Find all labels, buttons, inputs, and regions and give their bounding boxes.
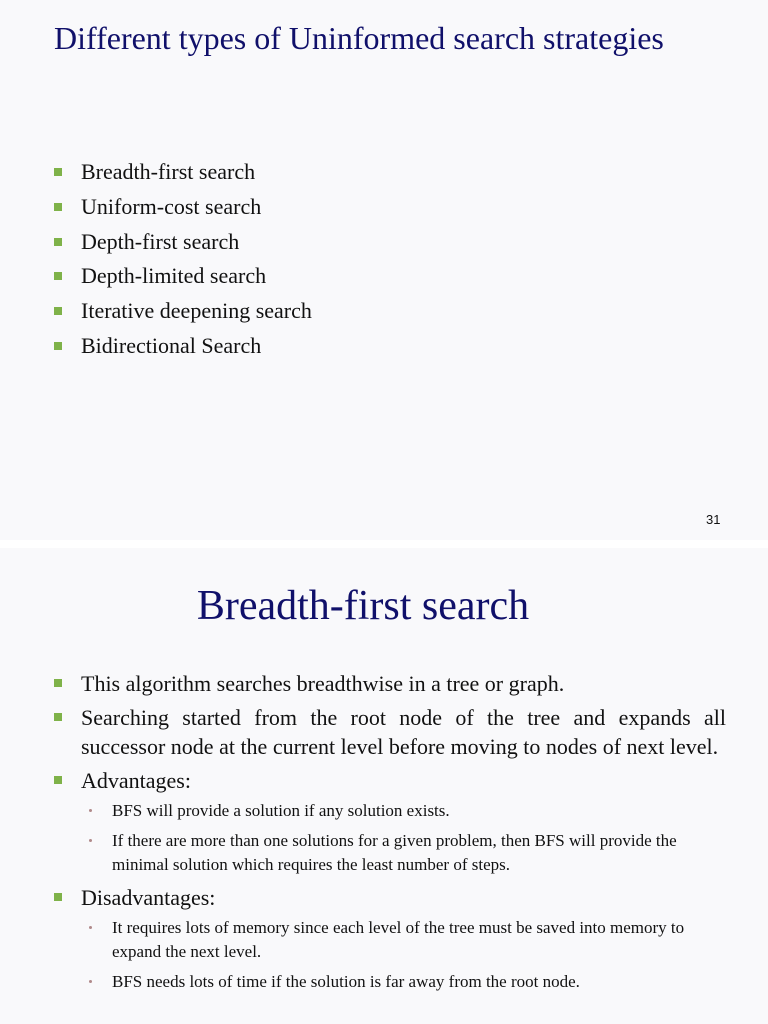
list-item-text: Searching started from the root node of the tree and expands all successor node at the current level before moving to nodes of next level. — [81, 705, 726, 759]
slide-title: Breadth-first search — [196, 583, 530, 629]
sub-list-item-text: It requires lots of memory since each level of the tree must be saved into memory to expand the next level. — [112, 918, 685, 961]
list-item — [54, 225, 312, 260]
list-item — [54, 669, 726, 698]
list-item-text: This algorithm searches breadthwise in a tree or graph. — [81, 671, 565, 696]
sub-list-item-text: If there are more than one solutions for a given problem, then BFS will provide the minimal solution which requires the least number of steps. — [112, 831, 677, 874]
strategy-list — [54, 155, 312, 364]
bullet-dot-icon — [89, 809, 92, 812]
bullet-dot-icon — [89, 839, 92, 842]
slide-breadth-first-search — [0, 548, 768, 1024]
list-item-disadvantages — [54, 883, 726, 994]
list-item — [54, 703, 726, 761]
bullet-square-icon — [54, 776, 62, 784]
bullet-square-icon — [54, 342, 62, 350]
list-item — [54, 294, 312, 329]
disadvantages-list — [81, 916, 726, 994]
bullet-square-icon — [54, 893, 62, 901]
advantages-list — [81, 799, 726, 877]
sub-list-item — [81, 916, 726, 964]
sub-list-item — [81, 970, 726, 994]
bullet-square-icon — [54, 238, 62, 246]
list-item — [54, 329, 312, 364]
list-item-text: Advantages: — [81, 768, 191, 793]
list-item-text: Depth-limited search — [81, 263, 267, 289]
list-item-text: Depth-first search — [81, 228, 240, 254]
list-item-text: Breadth-first search — [81, 159, 256, 184]
bullet-dot-icon — [89, 980, 92, 983]
sub-list-item-text: BFS will provide a solution if any solution exists. — [112, 801, 450, 820]
list-item-text: Iterative deepening search — [81, 298, 312, 324]
list-item — [54, 259, 312, 294]
sub-list-item — [81, 799, 726, 823]
list-item-text: Uniform-cost search — [81, 193, 262, 219]
list-item — [54, 190, 312, 225]
slide-title: Different types of Uninformed search strategies — [54, 20, 664, 56]
list-item-advantages — [54, 766, 726, 877]
bullet-square-icon — [54, 203, 62, 211]
list-item — [54, 155, 312, 190]
bullet-square-icon — [54, 168, 62, 176]
sub-list-item-text: BFS needs lots of time if the solution is far away from the root node. — [112, 972, 580, 991]
bullet-square-icon — [54, 713, 62, 721]
bullet-square-icon — [54, 307, 62, 315]
list-item-text: Disadvantages: — [81, 885, 216, 910]
bullet-dot-icon — [89, 926, 92, 929]
page-number: 31 — [706, 512, 721, 527]
bullet-square-icon — [54, 679, 62, 687]
bullet-square-icon — [54, 272, 62, 280]
sub-list-item — [81, 829, 726, 877]
bfs-bullet-list — [54, 669, 726, 1000]
list-item-text: Bidirectional Search — [81, 332, 262, 358]
